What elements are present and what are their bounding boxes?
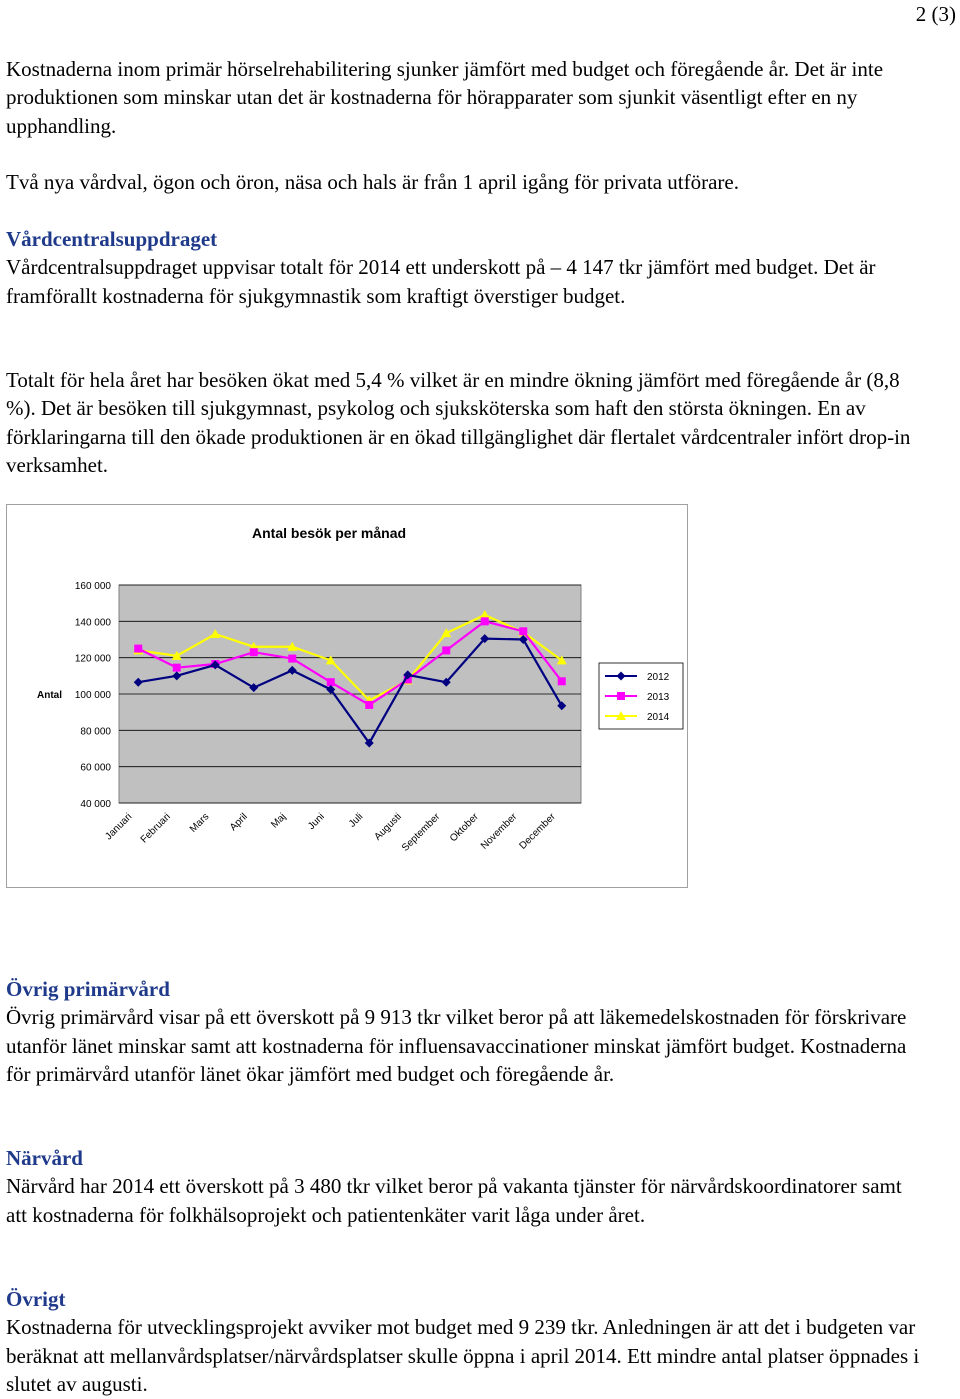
y-tick-label: 160 000 [74, 581, 111, 592]
y-tick-label: 60 000 [80, 762, 111, 774]
section-narvard [6, 1144, 926, 1229]
y-axis-label: Antal [37, 690, 62, 701]
x-tick-label: Mars [187, 811, 212, 835]
point-2013 [442, 646, 450, 654]
x-tick-label: Juni [306, 811, 327, 833]
point-2013 [519, 627, 527, 635]
y-tick-label: 100 000 [74, 690, 111, 701]
page-number: 2 (3) [915, 2, 956, 26]
section-vardcentral [6, 225, 926, 310]
point-2013 [558, 677, 566, 685]
legend-label: 2012 [647, 672, 670, 683]
paragraph-new-care-choices: Två nya vårdval, ögon och öron, näsa och hals är från 1 april igång för privata utförare. [6, 170, 739, 194]
x-tick-label: April [227, 811, 250, 834]
x-tick-label: Januari [103, 811, 135, 843]
x-tick-label: Oktober [447, 811, 481, 845]
section-heading-vardcentral: Vårdcentralsuppdraget [6, 227, 218, 251]
x-tick-label: November [478, 811, 520, 852]
paragraph-visits-increase: Totalt för hela året har besöken ökat med 5,4 % vilket är en mindre ökning jämfört med föregående år (8,8 %). Det är besöken till sjukgymnast, psykolog och sjuksköterska som haft den största ökningen. En av förklaringarna till den ökade produktionen är en ökad tillgänglighet där flertalet vårdcentraler infört drop-in verksamhet. [6, 368, 911, 477]
y-tick-label: 120 000 [74, 653, 111, 665]
paragraph-ovrigt: Kostnaderna för utvecklingsprojekt avviker mot budget med 9 239 tkr. Anledningen är att det i budgeten var beräknat att mellanvårdsplatser/närvårdsplatser skulle öppna i april 2014. Ett mindre antal platser öppnades i slutet av augusti. [6, 1315, 920, 1396]
chart-title: Antal besök per månad [252, 525, 407, 541]
x-tick-label: September [400, 811, 443, 854]
paragraph-narvard: Närvård har 2014 ett överskott på 3 480 tkr vilket beror på vakanta tjänster för närvårdskoordinatorer samt att kostnaderna för folkhälsoprojekt och patientenkäter varit låga under året. [6, 1174, 902, 1227]
paragraph-hearing-costs: Kostnaderna inom primär hörselrehabilitering sjunker jämfört med budget och föregående år. Det är inte produktionen som minskar utan det är kostnaderna för hörapparater som sjunkit väsentligt efter en ny upphandling. [6, 57, 884, 138]
legend-label: 2014 [647, 712, 670, 723]
point-2013 [365, 701, 373, 709]
y-tick-label: 140 000 [74, 617, 111, 629]
section-heading-ovrig-primarvard: Övrig primärvård [6, 977, 170, 1001]
point-2013 [288, 655, 296, 663]
point-2013 [173, 664, 181, 672]
legend-label: 2013 [647, 692, 670, 703]
chart-canvas [7, 505, 689, 889]
point-2013 [134, 645, 142, 653]
x-tick-label: Februari [138, 811, 173, 846]
x-tick-label: Augusti [372, 811, 404, 843]
section-ovrig-primarvard [6, 975, 926, 1088]
y-tick-label: 40 000 [80, 799, 111, 810]
x-tick-label: Maj [269, 811, 289, 831]
paragraph-ovrig-primarvard: Övrig primärvård visar på ett överskott på 9 913 tkr vilket beror på att läkemedelskostnaden för förskrivare utanför länet minskar samt att kostnaderna för influensavaccinationer minskat jämfört budget. Kostnaderna för primärvård utanför länet ökar jämfört med budget och föregående år. [6, 1005, 907, 1086]
legend-marker-2013 [617, 692, 625, 700]
point-2013 [250, 648, 258, 656]
section-ovrigt [6, 1285, 926, 1398]
paragraph-vardcentral: Vårdcentralsuppdraget uppvisar totalt för 2014 ett underskott på – 4 147 tkr jämfört med budget. Det är framförallt kostnaderna för sjukgymnastik som kraftigt överstiger budget. [6, 255, 876, 308]
x-tick-label: Juli [346, 811, 366, 830]
point-2013 [481, 617, 489, 625]
visits-per-month-chart [6, 504, 688, 888]
y-tick-label: 80 000 [80, 726, 111, 738]
x-tick-label: December [517, 811, 558, 852]
section-heading-narvard: Närvård [6, 1146, 83, 1170]
section-heading-ovrigt: Övrigt [6, 1287, 66, 1311]
